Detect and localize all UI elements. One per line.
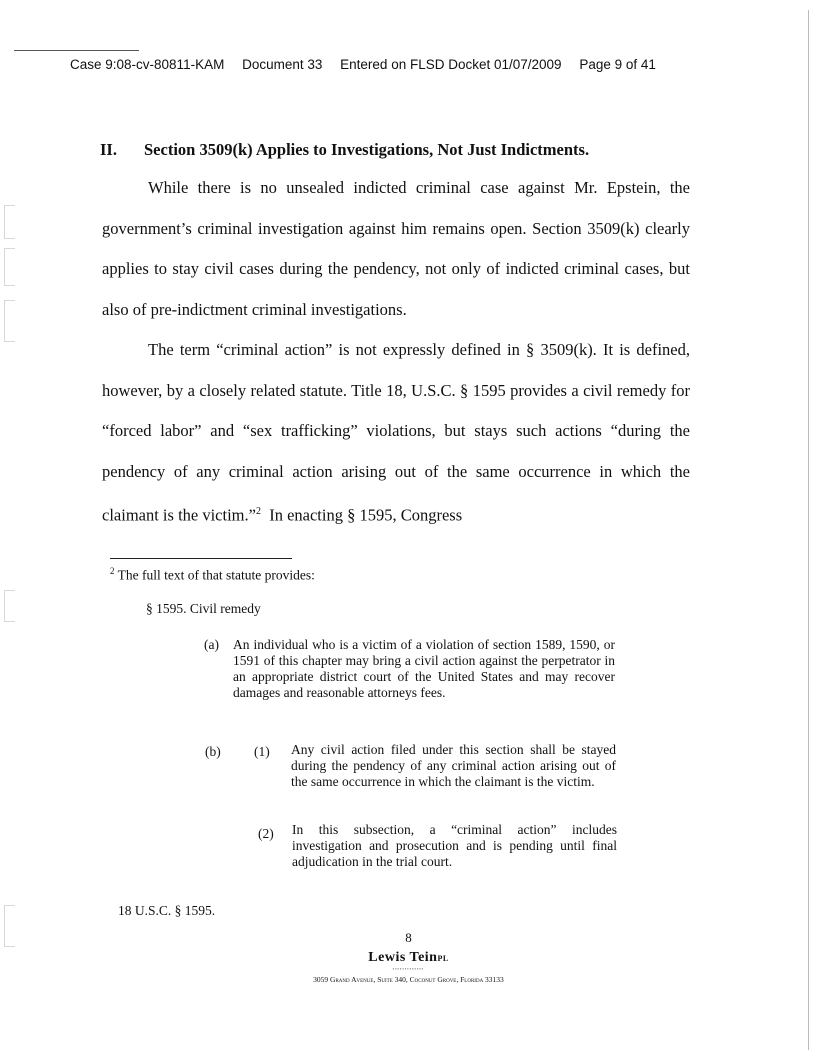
- body-text: [102, 168, 690, 536]
- footnote-intro: [110, 563, 710, 584]
- paragraph-text: The term “criminal action” is not expressly defined in § 3509(k). It is defined, however, by a closely related statute. Title 18, U.S.C. § 1595 provides a civil remedy for “forced labor” and “sex trafficking” violations, but stays such actions “during the pendency of any criminal action arising out of the same occurrence in which the claimant is the victim.”: [102, 340, 690, 525]
- scan-edge-mark: [4, 300, 15, 342]
- clause-label-b2: (2): [258, 826, 274, 841]
- scan-edge-mark: [4, 205, 15, 239]
- footnote-marker: 2: [110, 566, 115, 576]
- docket-header: [70, 57, 750, 72]
- paragraph: [102, 330, 690, 536]
- page-number: 8: [405, 930, 412, 945]
- scan-artifact-line: [14, 50, 139, 51]
- paragraph-continuation: In enacting § 1595, Congress: [269, 505, 463, 525]
- statute-citation: 18 U.S.C. § 1595.: [118, 903, 216, 918]
- scan-edge-mark: [4, 590, 15, 622]
- firm-name: Lewis Tein: [368, 950, 438, 965]
- scan-right-edge: [808, 10, 809, 1050]
- section-title: Section 3509(k) Applies to Investigations, Not Just Indictments.: [144, 140, 590, 159]
- statute-section-title: § 1595. Civil remedy: [146, 601, 261, 616]
- clause-label-b: (b): [205, 744, 221, 759]
- clause-b2-text: In this subsection, a “criminal action” includes investigation and prosecution and is pending until final adjudication in the trial court.: [292, 822, 617, 869]
- firm-address: 3059 Grand Avenue, Suite 340, Coconut Grove, Florida 33133: [313, 975, 504, 984]
- firm-logo: [0, 950, 817, 966]
- clause-label-b1: (1): [254, 744, 270, 759]
- paragraph: While there is no unsealed indicted criminal case against Mr. Epstein, the government’s criminal investigation against him remains open. Section 3509(k) clearly applies to stay civil cases during the pendency, not only of indicted criminal cases, but also of pre-indictment criminal investigations.: [102, 178, 690, 319]
- firm-logo-tagline-decoration: ▪▪▪▪▪▪▪▪▪▪▪▪▪: [392, 966, 425, 971]
- page-indicator: Page 9 of 41: [579, 57, 656, 72]
- firm-suffix: PL: [437, 954, 449, 963]
- case-number: Case 9:08-cv-80811-KAM: [70, 57, 225, 72]
- section-number: II.: [100, 140, 117, 159]
- clause-b1-text: Any civil action filed under this section shall be stayed during the pendency of any criminal action arising out of the same occurrence in which the claimant is the victim.: [291, 742, 616, 789]
- docket-entry-date: Entered on FLSD Docket 01/07/2009: [340, 57, 562, 72]
- footnote-reference: 2: [255, 506, 261, 517]
- document-number: Document 33: [242, 57, 323, 72]
- scan-edge-mark: [4, 248, 15, 286]
- clause-a-text: An individual who is a victim of a violation of section 1589, 1590, or 1591 of this chapter may bring a civil action against the perpetrator in an appropriate district court of the United States and may recover damages and reasonable attorneys fees.: [233, 637, 615, 700]
- footnote-intro-text: The full text of that statute provides:: [117, 567, 315, 583]
- section-heading: [100, 140, 780, 160]
- clause-label-a: (a): [204, 637, 219, 652]
- footnote-rule: [110, 558, 292, 559]
